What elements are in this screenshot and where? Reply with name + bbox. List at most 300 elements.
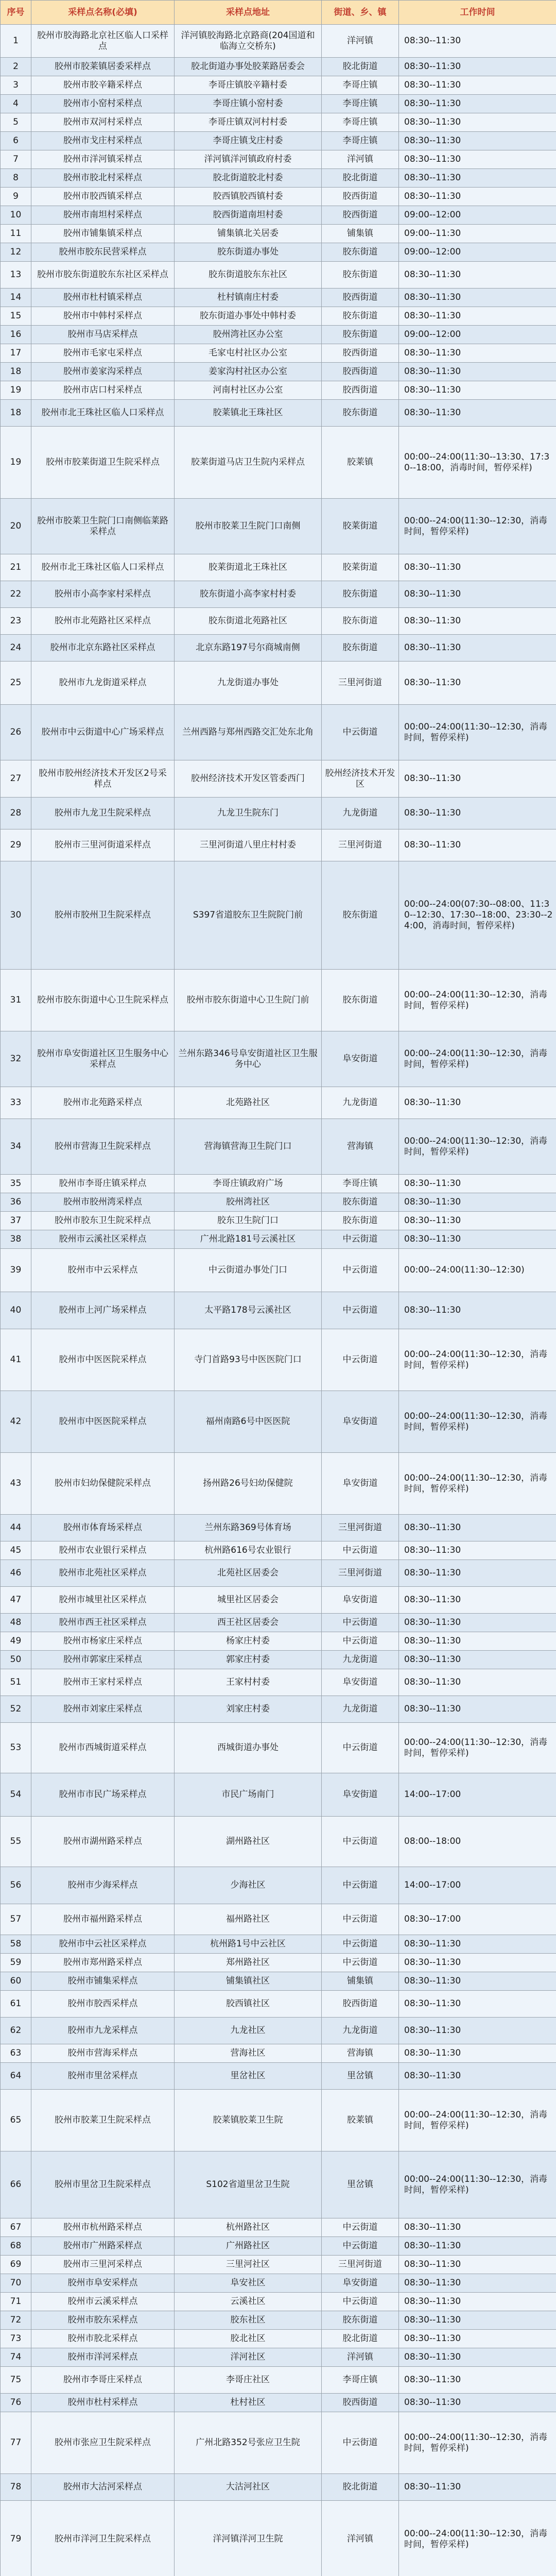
cell-name: 胶州市胶莱镇居委采样点: [31, 58, 175, 76]
cell-time: 08:30--11:30: [399, 760, 556, 798]
cell-no: 51: [1, 1669, 31, 1696]
cell-time: 00:00--24:00(11:30--12:30，消毒时间，暂停采样): [399, 2412, 556, 2474]
cell-name: 胶州市李哥庄镇采样点: [31, 1175, 175, 1193]
cell-address: 西王社区居委会: [175, 1614, 322, 1632]
table-row: [1, 2018, 556, 2044]
cell-town: 营海镇: [322, 2044, 399, 2063]
cell-time: 08:30--17:00: [399, 1904, 556, 1935]
cell-address: 广州路社区: [175, 2237, 322, 2256]
table-row: [1, 2151, 556, 2218]
table-row: [1, 1651, 556, 1669]
cell-town: 九龙街道: [322, 1651, 399, 1669]
cell-no: 72: [1, 2311, 31, 2330]
cell-town: 洋河镇: [322, 25, 399, 58]
table-row: [1, 554, 556, 581]
cell-time: 08:30--11:30: [399, 608, 556, 635]
cell-town: 胶北街道: [322, 169, 399, 188]
cell-town: 阜安街道: [322, 1391, 399, 1453]
cell-name: 胶州市西城街道采样点: [31, 1723, 175, 1773]
cell-address: 姜家沟村社区办公室: [175, 363, 322, 381]
cell-time: 08:30--11:30: [399, 1560, 556, 1587]
cell-address: 北苑路社区: [175, 1087, 322, 1119]
cell-time: 08:30--11:30: [399, 2274, 556, 2293]
table-row: [1, 1773, 556, 1817]
cell-time: 08:30--11:30: [399, 2394, 556, 2412]
cell-name: 胶州市阜安采样点: [31, 2274, 175, 2293]
cell-address: 云溪社区: [175, 2293, 322, 2311]
cell-name: 胶州市刘家庄采样点: [31, 1696, 175, 1723]
cell-name: 胶州市胶州湾采样点: [31, 1193, 175, 1212]
cell-town: 里岔镇: [322, 2151, 399, 2218]
cell-no: 2: [1, 58, 31, 76]
cell-no: 41: [1, 1329, 31, 1391]
header-time: 工作时间: [399, 1, 556, 25]
table-row: [1, 169, 556, 188]
cell-address: 胶东街道小高李家村村委: [175, 581, 322, 608]
cell-name: 胶州市洋河采样点: [31, 2348, 175, 2367]
table-row: [1, 1669, 556, 1696]
cell-town: 胶北街道: [322, 58, 399, 76]
table-row: [1, 1119, 556, 1175]
cell-name: 胶州市营海卫生院采样点: [31, 1119, 175, 1175]
cell-town: 胶东街道: [322, 243, 399, 262]
cell-town: 阜安街道: [322, 2274, 399, 2293]
cell-no: 28: [1, 798, 31, 829]
cell-no: 30: [1, 861, 31, 970]
cell-address: 郭家庄村委: [175, 1651, 322, 1669]
cell-no: 64: [1, 2063, 31, 2090]
cell-no: 52: [1, 1696, 31, 1723]
cell-name: 胶州市胶海路北京社区临人口采样点: [31, 25, 175, 58]
cell-time: 08:30--11:30: [399, 58, 556, 76]
cell-no: 18: [1, 400, 31, 427]
table-row: [1, 113, 556, 132]
cell-address: 胶西街道南坦村委: [175, 206, 322, 225]
cell-town: 胶东街道: [322, 1212, 399, 1230]
cell-no: 15: [1, 307, 31, 326]
cell-town: 中云街道: [322, 1935, 399, 1954]
cell-time: 00:00--24:00(11:30--13:30、17:30--18:00，消毒时间，暂停采样): [399, 427, 556, 499]
cell-no: 8: [1, 169, 31, 188]
cell-name: 胶州市农业银行采样点: [31, 1541, 175, 1560]
cell-time: 08:30--11:30: [399, 1087, 556, 1119]
cell-address: 洋河社区: [175, 2348, 322, 2367]
table-row: [1, 206, 556, 225]
cell-address: 城里社区居委会: [175, 1587, 322, 1614]
table-row: [1, 95, 556, 113]
cell-name: 胶州市南坦村采样点: [31, 206, 175, 225]
cell-no: 44: [1, 1515, 31, 1541]
cell-name: 胶州市胶辛籍采样点: [31, 76, 175, 95]
cell-time: 08:30--11:30: [399, 132, 556, 150]
table-row: [1, 132, 556, 150]
cell-no: 19: [1, 427, 31, 499]
cell-time: 00:00--24:00(11:30--12:30，消毒时间，暂停采样): [399, 970, 556, 1031]
cell-town: 三里河街道: [322, 662, 399, 705]
cell-town: 胶西街道: [322, 363, 399, 381]
cell-no: 6: [1, 132, 31, 150]
cell-no: 5: [1, 113, 31, 132]
cell-town: 中云街道: [322, 1541, 399, 1560]
cell-name: 胶州市杜村采样点: [31, 2394, 175, 2412]
table-row: [1, 2311, 556, 2330]
table-row: [1, 2394, 556, 2412]
cell-town: 中云街道: [322, 705, 399, 760]
cell-no: 78: [1, 2474, 31, 2501]
cell-town: 营海镇: [322, 1119, 399, 1175]
cell-address: 三里河社区: [175, 2256, 322, 2274]
cell-time: 14:00--17:00: [399, 1773, 556, 1817]
cell-address: 胶州经济技术开发区管委西门: [175, 760, 322, 798]
cell-address: 李哥庄镇小窑村委: [175, 95, 322, 113]
cell-time: 08:30--11:30: [399, 2218, 556, 2237]
table-row: [1, 150, 556, 169]
cell-time: 00:00--24:00(11:30--12:30): [399, 1249, 556, 1292]
table-row: [1, 2293, 556, 2311]
cell-name: 胶州市中医医院采样点: [31, 1329, 175, 1391]
cell-address: 广州北路181号云溪社区: [175, 1230, 322, 1249]
cell-town: 洋河镇: [322, 150, 399, 169]
cell-time: 08:30--11:30: [399, 662, 556, 705]
cell-time: 08:30--11:30: [399, 188, 556, 206]
cell-town: 中云街道: [322, 2237, 399, 2256]
table-row: [1, 1249, 556, 1292]
cell-no: 36: [1, 1193, 31, 1212]
cell-no: 23: [1, 608, 31, 635]
cell-name: 胶州市中医医院采样点: [31, 1391, 175, 1453]
cell-address: 中云街道办事处门口: [175, 1249, 322, 1292]
cell-name: 胶州市杜村镇采样点: [31, 289, 175, 307]
cell-no: 7: [1, 150, 31, 169]
cell-town: 胶东街道: [322, 581, 399, 608]
cell-name: 胶州市营海采样点: [31, 2044, 175, 2063]
cell-address: 洋河镇洋河卫生院: [175, 2501, 322, 2576]
cell-town: 胶西街道: [322, 2394, 399, 2412]
table-row: [1, 608, 556, 635]
cell-address: 李哥庄社区: [175, 2367, 322, 2394]
cell-name: 胶州市三里河街道采样点: [31, 829, 175, 861]
table-row: [1, 326, 556, 344]
table-row: [1, 2348, 556, 2367]
cell-name: 胶州市云溪采样点: [31, 2293, 175, 2311]
cell-address: 胶西镇胶西镇村委: [175, 188, 322, 206]
cell-name: 胶州市中云社区采样点: [31, 1935, 175, 1954]
cell-no: 27: [1, 760, 31, 798]
cell-town: 中云街道: [322, 1230, 399, 1249]
cell-no: 18: [1, 363, 31, 381]
cell-name: 胶州市洋河镇采样点: [31, 150, 175, 169]
cell-address: 胶东社区: [175, 2311, 322, 2330]
table-row: [1, 662, 556, 705]
header-no: 序号: [1, 1, 31, 25]
table-row: [1, 2412, 556, 2474]
cell-time: 08:30--11:30: [399, 635, 556, 662]
cell-town: 阜安街道: [322, 1031, 399, 1087]
table-row: [1, 25, 556, 58]
table-row: [1, 225, 556, 243]
cell-name: 胶州市杨家庄采样点: [31, 1632, 175, 1651]
cell-time: 08:30--11:30: [399, 2311, 556, 2330]
table-row: [1, 1391, 556, 1453]
cell-name: 胶州市张应卫生院采样点: [31, 2412, 175, 2474]
cell-name: 胶州市铺集采样点: [31, 1972, 175, 1991]
cell-address: 里岔社区: [175, 2063, 322, 2090]
cell-no: 22: [1, 581, 31, 608]
cell-address: 胶东街道胶东东社区: [175, 262, 322, 289]
cell-town: 中云街道: [322, 2293, 399, 2311]
table-row: [1, 76, 556, 95]
cell-no: 32: [1, 1031, 31, 1087]
cell-no: 24: [1, 635, 31, 662]
cell-address: 九龙社区: [175, 2018, 322, 2044]
cell-address: 胶东街道北苑路社区: [175, 608, 322, 635]
cell-town: 胶莱镇: [322, 427, 399, 499]
cell-address: 胶州市胶东街道中心卫生院门前: [175, 970, 322, 1031]
cell-address: 兰州东路369号体育场: [175, 1515, 322, 1541]
cell-town: 阜安街道: [322, 1669, 399, 1696]
table-row: [1, 1212, 556, 1230]
cell-town: 中云街道: [322, 1329, 399, 1391]
cell-address: 胶州湾社区办公室: [175, 326, 322, 344]
cell-address: 胶州湾社区: [175, 1193, 322, 1212]
cell-town: 胶东街道: [322, 608, 399, 635]
cell-time: 08:30--11:30: [399, 307, 556, 326]
cell-time: 00:00--24:00(11:30--12:30，消毒时间，暂停采样): [399, 1723, 556, 1773]
cell-name: 胶州市戈庄村采样点: [31, 132, 175, 150]
table-row: [1, 1935, 556, 1954]
table-row: [1, 2474, 556, 2501]
cell-address: S102省道里岔卫生院: [175, 2151, 322, 2218]
cell-no: 34: [1, 1119, 31, 1175]
cell-no: 79: [1, 2501, 31, 2576]
cell-time: 08:30--11:30: [399, 289, 556, 307]
cell-time: 00:00--24:00(11:30--12:30，消毒时间，暂停采样): [399, 1119, 556, 1175]
cell-time: 08:30--11:30: [399, 363, 556, 381]
table-row: [1, 1632, 556, 1651]
cell-no: 12: [1, 243, 31, 262]
table-row: [1, 188, 556, 206]
table-row: [1, 262, 556, 289]
table-row: [1, 1696, 556, 1723]
cell-time: 08:30--11:30: [399, 400, 556, 427]
cell-time: 00:00--24:00(11:30--12:30，消毒时间，暂停采样): [399, 1391, 556, 1453]
header-address: 采样点地址: [175, 1, 322, 25]
cell-address: 毛家屯村社区办公室: [175, 344, 322, 363]
cell-address: 少海社区: [175, 1867, 322, 1904]
table-row: [1, 1954, 556, 1972]
cell-name: 胶州市体育场采样点: [31, 1515, 175, 1541]
cell-name: 胶州市胶北采样点: [31, 2330, 175, 2348]
cell-town: 胶北街道: [322, 2330, 399, 2348]
cell-name: 胶州市中云采样点: [31, 1249, 175, 1292]
table-row: [1, 829, 556, 861]
cell-time: 08:30--11:30: [399, 2237, 556, 2256]
cell-town: 胶东街道: [322, 970, 399, 1031]
cell-time: 08:30--11:30: [399, 1669, 556, 1696]
cell-address: 三里河街道八里庄村村委: [175, 829, 322, 861]
cell-name: 胶州市胶西镇采样点: [31, 188, 175, 206]
cell-no: 76: [1, 2394, 31, 2412]
table-row: [1, 427, 556, 499]
cell-time: 08:30--11:30: [399, 2018, 556, 2044]
cell-no: 56: [1, 1867, 31, 1904]
cell-time: 08:30--11:30: [399, 1632, 556, 1651]
cell-name: 胶州市胶东街道胶东东社区采样点: [31, 262, 175, 289]
cell-town: 胶西街道: [322, 289, 399, 307]
table-row: [1, 1723, 556, 1773]
cell-name: 胶州市中云街道中心广场采样点: [31, 705, 175, 760]
cell-address: 胶西镇社区: [175, 1991, 322, 2018]
cell-town: 中云街道: [322, 1904, 399, 1935]
cell-time: 00:00--24:00(11:30--12:30，消毒时间，暂停采样): [399, 2090, 556, 2151]
table-row: [1, 400, 556, 427]
table-row: [1, 1614, 556, 1632]
cell-address: 寺门首路93号中医医院门口: [175, 1329, 322, 1391]
header-name: 采样点名称(必填): [31, 1, 175, 25]
cell-time: 08:30--11:30: [399, 2474, 556, 2501]
cell-name: 胶州市胶州卫生院采样点: [31, 861, 175, 970]
table-row: [1, 1587, 556, 1614]
cell-town: 九龙街道: [322, 2018, 399, 2044]
cell-time: 09:00--12:00: [399, 243, 556, 262]
cell-town: 三里河街道: [322, 829, 399, 861]
cell-town: 里岔镇: [322, 2063, 399, 2090]
cell-town: 胶东街道: [322, 307, 399, 326]
cell-no: 1: [1, 25, 31, 58]
cell-town: 洋河镇: [322, 2348, 399, 2367]
cell-address: 杭州路社区: [175, 2218, 322, 2237]
cell-address: 河南村社区办公室: [175, 381, 322, 400]
cell-address: 北苑社区居委会: [175, 1560, 322, 1587]
cell-name: 胶州市阜安街道社区卫生服务中心采样点: [31, 1031, 175, 1087]
cell-address: 杜村镇南庄村委: [175, 289, 322, 307]
cell-address: 阜安社区: [175, 2274, 322, 2293]
cell-town: 李哥庄镇: [322, 2367, 399, 2394]
cell-address: 杭州路1号中云社区: [175, 1935, 322, 1954]
table-row: [1, 1817, 556, 1867]
table-row: [1, 1453, 556, 1515]
table-row: [1, 2330, 556, 2348]
cell-no: 29: [1, 829, 31, 861]
table-row: [1, 2501, 556, 2576]
cell-town: 胶东街道: [322, 400, 399, 427]
cell-no: 39: [1, 1249, 31, 1292]
cell-no: 14: [1, 289, 31, 307]
cell-no: 57: [1, 1904, 31, 1935]
cell-name: 胶州市姜家沟采样点: [31, 363, 175, 381]
cell-no: 58: [1, 1935, 31, 1954]
cell-address: 扬州路26号妇幼保健院: [175, 1453, 322, 1515]
cell-name: 胶州市大沽河采样点: [31, 2474, 175, 2501]
cell-time: 00:00--24:00(11:30--12:30，消毒时间，暂停采样): [399, 1329, 556, 1391]
cell-time: 08:30--11:30: [399, 169, 556, 188]
cell-town: 阜安街道: [322, 1587, 399, 1614]
cell-name: 胶州市西王社区采样点: [31, 1614, 175, 1632]
table-row: [1, 1867, 556, 1904]
cell-time: 08:30--11:30: [399, 1935, 556, 1954]
cell-no: 62: [1, 2018, 31, 2044]
cell-address: 九龙街道办事处: [175, 662, 322, 705]
cell-town: 中云街道: [322, 1249, 399, 1292]
cell-town: 洋河镇: [322, 2501, 399, 2576]
cell-time: 00:00--24:00(11:30--12:30，消毒时间，暂停采样): [399, 499, 556, 554]
cell-name: 胶州市九龙街道采样点: [31, 662, 175, 705]
table-row: [1, 1972, 556, 1991]
table-row: [1, 1193, 556, 1212]
cell-name: 胶州市毛家屯采样点: [31, 344, 175, 363]
cell-address: 胶州市胶莱卫生院门口南侧: [175, 499, 322, 554]
cell-town: 李哥庄镇: [322, 95, 399, 113]
cell-address: 洋河镇洋河镇政府村委: [175, 150, 322, 169]
cell-town: 中云街道: [322, 1614, 399, 1632]
table-row: [1, 363, 556, 381]
cell-no: 31: [1, 970, 31, 1031]
cell-town: 九龙街道: [322, 1696, 399, 1723]
cell-time: 08:30--11:30: [399, 1541, 556, 1560]
cell-no: 48: [1, 1614, 31, 1632]
cell-town: 九龙街道: [322, 798, 399, 829]
cell-time: 00:00--24:00(11:30--12:30，消毒时间，暂停采样): [399, 705, 556, 760]
cell-no: 26: [1, 705, 31, 760]
cell-time: 08:30--11:30: [399, 1954, 556, 1972]
cell-address: 李哥庄镇戈庄村委: [175, 132, 322, 150]
cell-name: 胶州市铺集镇采样点: [31, 225, 175, 243]
cell-time: 08:30--11:30: [399, 1587, 556, 1614]
cell-time: 00:00--24:00(11:30--12:30，消毒时间，暂停采样): [399, 1453, 556, 1515]
cell-name: 胶州市杭州路采样点: [31, 2218, 175, 2237]
cell-address: 杭州路616号农业银行: [175, 1541, 322, 1560]
cell-name: 胶州市上河广场采样点: [31, 1292, 175, 1329]
cell-address: 福州路社区: [175, 1904, 322, 1935]
cell-name: 胶州市双河村采样点: [31, 113, 175, 132]
cell-no: 33: [1, 1087, 31, 1119]
cell-town: 铺集镇: [322, 1972, 399, 1991]
cell-time: 08:30--11:30: [399, 2063, 556, 2090]
cell-no: 54: [1, 1773, 31, 1817]
cell-no: 73: [1, 2330, 31, 2348]
cell-address: 李哥庄镇胶辛籍村委: [175, 76, 322, 95]
cell-no: 45: [1, 1541, 31, 1560]
cell-town: 胶西街道: [322, 381, 399, 400]
cell-address: 胶东街道办事处中韩村委: [175, 307, 322, 326]
cell-address: 大沽河社区: [175, 2474, 322, 2501]
cell-town: 李哥庄镇: [322, 1175, 399, 1193]
cell-no: 49: [1, 1632, 31, 1651]
header-row: [1, 1, 556, 25]
table-row: [1, 2256, 556, 2274]
cell-name: 胶州市北王珠社区临人口采样点: [31, 400, 175, 427]
cell-no: 47: [1, 1587, 31, 1614]
cell-address: 营海社区: [175, 2044, 322, 2063]
cell-town: 胶东街道: [322, 861, 399, 970]
cell-no: 59: [1, 1954, 31, 1972]
cell-name: 胶州市郭家庄采样点: [31, 1651, 175, 1669]
cell-time: 08:30--11:30: [399, 798, 556, 829]
cell-time: 08:30--11:30: [399, 554, 556, 581]
cell-time: 08:30--11:30: [399, 2256, 556, 2274]
cell-town: 中云街道: [322, 2218, 399, 2237]
cell-no: 71: [1, 2293, 31, 2311]
cell-time: 08:30--11:30: [399, 1991, 556, 2018]
cell-town: 胶东街道: [322, 326, 399, 344]
cell-no: 46: [1, 1560, 31, 1587]
cell-no: 9: [1, 188, 31, 206]
cell-address: 市民广场南门: [175, 1773, 322, 1817]
cell-town: 胶莱镇: [322, 2090, 399, 2151]
cell-town: 胶西街道: [322, 344, 399, 363]
cell-no: 3: [1, 76, 31, 95]
cell-time: 08:30--11:30: [399, 2330, 556, 2348]
